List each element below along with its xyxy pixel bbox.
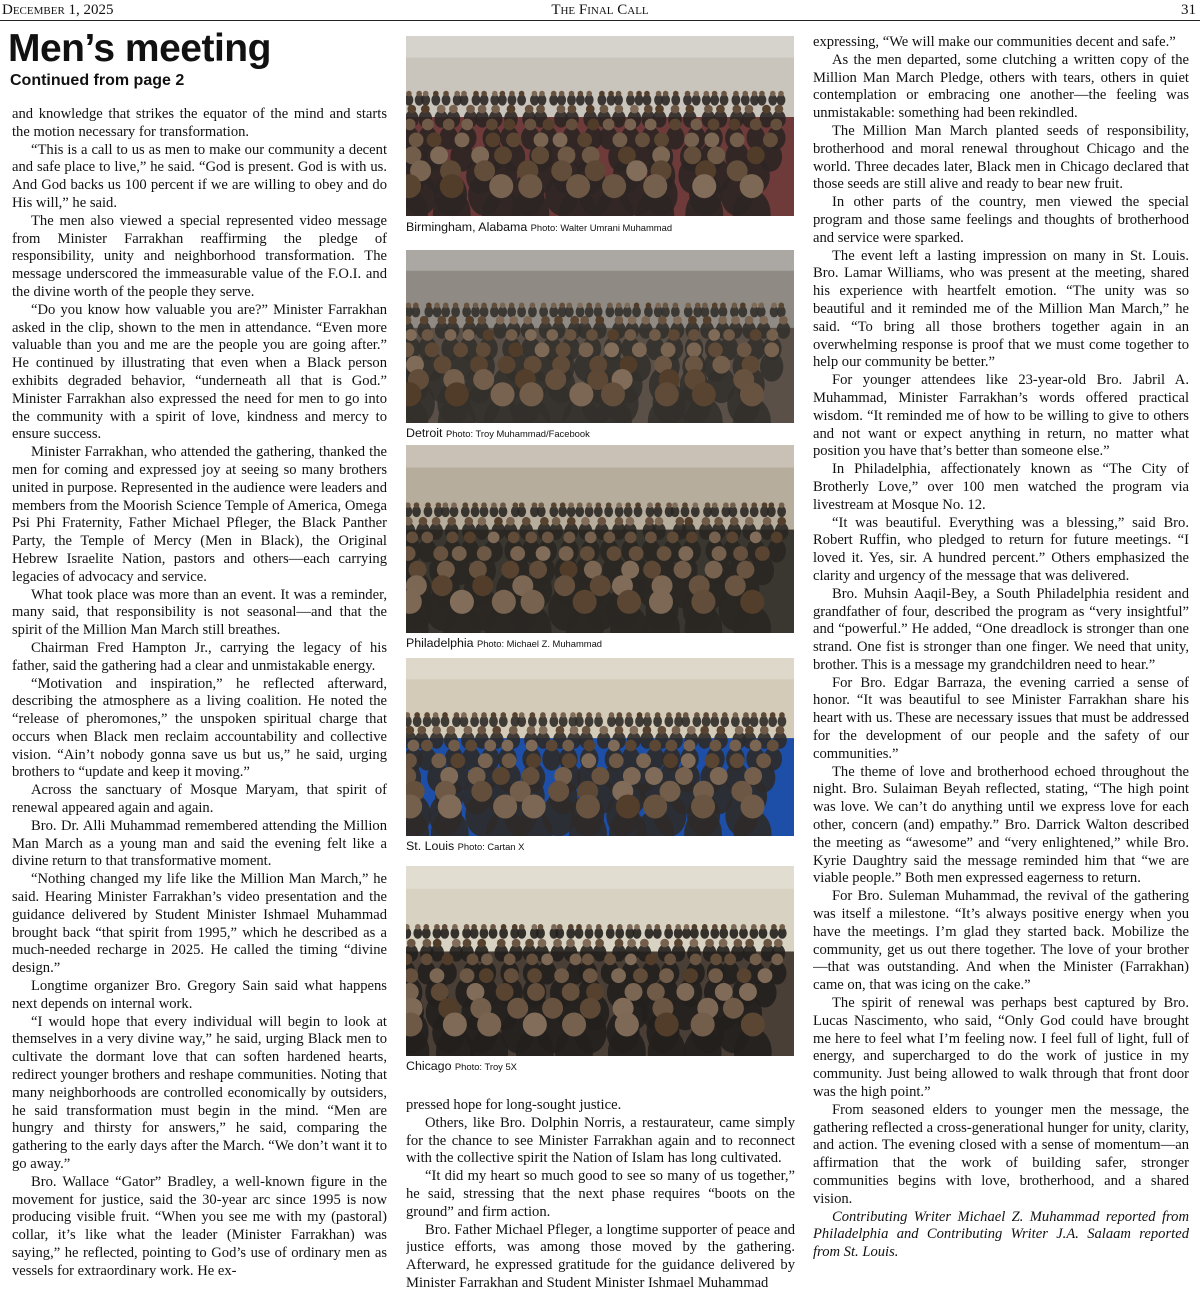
photo-detroit-image [406, 250, 794, 423]
article-paragraph: The men also viewed a special represented video message from Minister Farrakhan reaffirming the pledge of responsibility, unity and neighborhood transformation. The message underscored the immeasurable value of the F.O.I. and the divine worth of the people they serve. [12, 212, 387, 300]
article-paragraph: and knowledge that strikes the equator of the mind and starts the motion necessary for transformation. [12, 106, 387, 140]
photo-birmingham [406, 36, 794, 216]
photo-chicago-image [406, 866, 794, 1056]
caption-city: Birmingham, Alabama [406, 220, 528, 234]
continued-line: Continued from page 2 [10, 72, 185, 89]
article-paragraph: For younger attendees like 23-year-old Bro. Jabril A. Muhammad, Minister Farrakhan’s words offered practical wisdom. “It reminded me of how to be willing to give to others and not want or expect anything in return, no matter what position you have that’s better than someone else.” [813, 372, 1189, 460]
article-paragraph: For Bro. Suleman Muhammad, the revival of the gathering was itself a milestone. “It’s always positive energy when you have the meetings. I’m glad they started back. Mobilize the community, get us out there together. The love of your brother—that was outstanding. And when the Minister (Farrakhan) came on, that was icing on the cake.” [813, 888, 1189, 994]
caption-credit: Photo: Michael Z. Muhammad [476, 638, 603, 649]
article-paragraph: “Do you know how valuable you are?” Minister Farrakhan asked in the clip, shown to the men in attendance. “Even more valuable than you and me are the people you are going after.” He continued by illustrating that even when a Black person exhibits degraded behavior, “underneath all that is God.” Minister Farrakhan also expressed the need for men to go into the community with a spirit of love, kindness and mercy to ensure success. [12, 301, 387, 443]
article-paragraph: Bro. Father Michael Pfleger, a longtime supporter of peace and justice efforts, was among those moved by the gathering. Afterward, he expressed gratitude for the guidance delivered by Minister Farrakhan and Student Minister Ishmael Muhammad [406, 1221, 795, 1291]
article-paragraph: Others, like Bro. Dolphin Norris, a restaurateur, came simply for the chance to see Minister Farrakhan again and to reconnect with the collective spirit the Nation of Islam has long cultivated. [406, 1114, 795, 1167]
caption-credit: Photo: Walter Umrani Muhammad [530, 222, 673, 233]
running-head [0, 0, 1200, 21]
article-paragraph: In other parts of the country, men viewed the special program and those same feelings and thoughts of brotherhood and service were sparked. [813, 194, 1189, 246]
photo-detroit [406, 250, 794, 423]
caption-st-louis [406, 839, 796, 854]
caption-city: Detroit [406, 426, 443, 440]
publication-name: The Final Call [551, 2, 649, 18]
article-paragraph: pressed hope for long-sought justice. [406, 1097, 622, 1113]
photo-philadelphia [406, 445, 794, 633]
article-column-3 [813, 34, 1189, 1296]
caption-birmingham [406, 220, 796, 235]
article-paragraph: What took place was more than an event. It was a reminder, many said, that responsibility is not seasonal—and that the spirit of the Million Man March still breathes. [12, 586, 387, 639]
article-paragraph: “I would hope that every individual will begin to look at themselves in a very divine way,” he said, urging Black men to cultivate the dormant love that can soften hardened hearts, redirect younger brothers and reshape communities. Noting that many neighborhoods are controlled economically by outsiders, he said transformation must begin in the mind. “Men are hungry and thirsty for answers,” he said, comparing the gathering to the early days after the March. “We don’t want it to go away.” [12, 1013, 387, 1173]
article-paragraph: expressing, “We will make our communities decent and safe.” [813, 34, 1176, 50]
page-number: 31 [1181, 2, 1196, 18]
article-paragraph: “It was beautiful. Everything was a blessing,” said Bro. Robert Ruffin, who pledged to return for future meetings. “I loved it. Yes, sir. A hundred percent.” Others emphasized the clarity and urgency of the message that was delivered. [813, 514, 1189, 584]
photo-st-louis-image [406, 658, 794, 836]
article-column-1 [12, 106, 387, 1296]
contributor-note: Contributing Writer Michael Z. Muhammad reported from Philadelphia and Contributing Writer J.A. Salaam reported from St. Louis. [813, 1208, 1189, 1261]
caption-credit: Photo: Troy 5X [454, 1061, 517, 1072]
article-paragraph: Minister Farrakhan, who attended the gathering, thanked the men for coming and expressed joy at seeing so many brothers united in purpose. Represented in the audience were leaders and members from the Moorish Science Temple of America, Omega Psi Phi Fraternity, Father Michael Pfleger, the Black Panther Party, the Temple of Mercy (Men in Black), the Original Hebrew Israelite Nation, pastors and others—each carrying legacies of advocacy and service. [12, 444, 387, 585]
caption-detroit [406, 426, 796, 441]
article-column-2 [406, 1097, 795, 1297]
caption-city: St. Louis [406, 839, 455, 853]
photo-philadelphia-image [406, 445, 794, 633]
article-paragraph: The event left a lasting impression on many in St. Louis. Bro. Lamar Williams, who was present at the meeting, shared his experience with heartfelt emotion. “The unity was so beautiful and it reminded me of the Million Man March,” he said. “To bring all those brothers together again in an overwhelming response is proof that we must come together to help our community be better.” [813, 247, 1189, 371]
article-paragraph: The spirit of renewal was perhaps best captured by Bro. Lucas Nascimento, who said, “Only God could have brought me here to feel what I’m feeling now. I feel full of light, full of energy, and supercharged to do the work of justice in my community. Just being allowed to walk through that front door was the high point.” [813, 995, 1189, 1101]
article-paragraph: “It did my heart so much good to see so many of us together,” he said, stressing that the next phase requires “boots on the ground” and firm action. [406, 1168, 795, 1220]
caption-credit: Photo: Cartan X [457, 841, 525, 852]
issue-date: December 1, 2025 [2, 2, 114, 18]
article-paragraph: Bro. Wallace “Gator” Bradley, a well-known figure in the movement for justice, said the 30-year arc since 1995 is now producing visible fruit. “When you see me with my (pastoral) collar, it’s like what the leader (Minister Farrakhan) was saying,” he reflected, pointing to God’s use of ordinary men as vessels for extraordinary work. He ex- [12, 1173, 387, 1279]
article-paragraph: In Philadelphia, affectionately known as “The City of Brotherly Love,” over 100 men watched the program via livestream at Mosque No. 12. [813, 461, 1189, 513]
article-headline: Men’s meeting [8, 27, 271, 70]
photo-st-louis [406, 658, 794, 836]
article-paragraph: The theme of love and brotherhood echoed throughout the night. Bro. Sulaiman Beyah reflected, stating, “The high point was love. We can’t do anything until we express love for each other, concern (and) empathy.” Bro. Darrick Walton described the meeting as “awesome” and “very enlightened,” while Bro. Kyrie Daughtry said the message reminded him that “we are viable people.” Both men expressed eagerness to return. [813, 763, 1189, 887]
article-paragraph: From seasoned elders to younger men the message, the gathering reflected a cross-generational hunger for unity, clarity, and action. The evening closed with a sense of momentum—an affirmation that the work of building safer, stronger communities begins with love, brotherhood, and a shared vision. [813, 1101, 1189, 1207]
photo-birmingham-image [406, 36, 794, 216]
article-paragraph: Across the sanctuary of Mosque Maryam, that spirit of renewal appeared again and again. [12, 782, 387, 817]
caption-chicago [406, 1059, 796, 1074]
article-paragraph: For Bro. Edgar Barraza, the evening carried a sense of honor. “It was beautiful to see Minister Farrakhan share his heart with us. These are necessary issues that must be addressed for the development of our people and the safety of our communities.” [813, 674, 1189, 762]
caption-city: Philadelphia [406, 636, 474, 650]
caption-city: Chicago [406, 1059, 452, 1073]
caption-credit: Photo: Troy Muhammad/Facebook [445, 428, 590, 439]
article-paragraph: Longtime organizer Bro. Gregory Sain said what happens next depends on internal work. [12, 978, 387, 1012]
article-paragraph: “Motivation and inspiration,” he reflected afterward, describing the atmosphere as a living coalition. He noted the “release of pheromones,” the unspoken spiritual charge that occurs when Black men reclaim accountability and collective vision. “Ain’t nobody gonna save us but us,” he said, urging brothers to “update and keep it moving.” [12, 675, 387, 781]
photo-chicago [406, 866, 794, 1056]
article-paragraph: As the men departed, some clutching a written copy of the Million Man March Pledge, others with tears, others in quiet contemplation or embracing one another—the feeling was unmistakable: something had been rekindled. [813, 51, 1189, 122]
article-paragraph: “This is a call to us as men to make our community a decent and safe place to live,” he said. “God is present. God is with us. And God backs us 100 percent if we are willing to obey and do His will,” he said. [12, 141, 387, 211]
caption-philadelphia [406, 636, 796, 651]
article-paragraph: Chairman Fred Hampton Jr., carrying the legacy of his father, said the gathering had a clear and unmistakable energy. [12, 639, 387, 674]
article-paragraph: “Nothing changed my life like the Million Man March,” he said. Hearing Minister Farrakhan’s video presentation and the guidance delivered by Student Minister Ishmael Muhammad brought back “that spirit from 1995,” which he described as a much-needed recharge in 2025. He called the timing “divine design.” [12, 871, 387, 977]
article-paragraph: Bro. Dr. Alli Muhammad remembered attending the Million Man March as a young man and said the evening felt like a divine return to that transformative moment. [12, 817, 387, 870]
article-paragraph: Bro. Muhsin Aaqil-Bey, a South Philadelphia resident and grandfather of four, described the program as “very insightful” and “powerful.” He added, “One dreadlock is stronger than one strand. One fist is stronger than one finger. We need that unity, brother. This is a message my grandchildren need to hear.” [813, 585, 1189, 673]
article-paragraph: The Million Man March planted seeds of responsibility, brotherhood and moral renewal throughout Chicago and the world. Three decades later, Black men in Chicago declared that those seeds are still alive and ready to bear new fruit. [813, 122, 1189, 193]
